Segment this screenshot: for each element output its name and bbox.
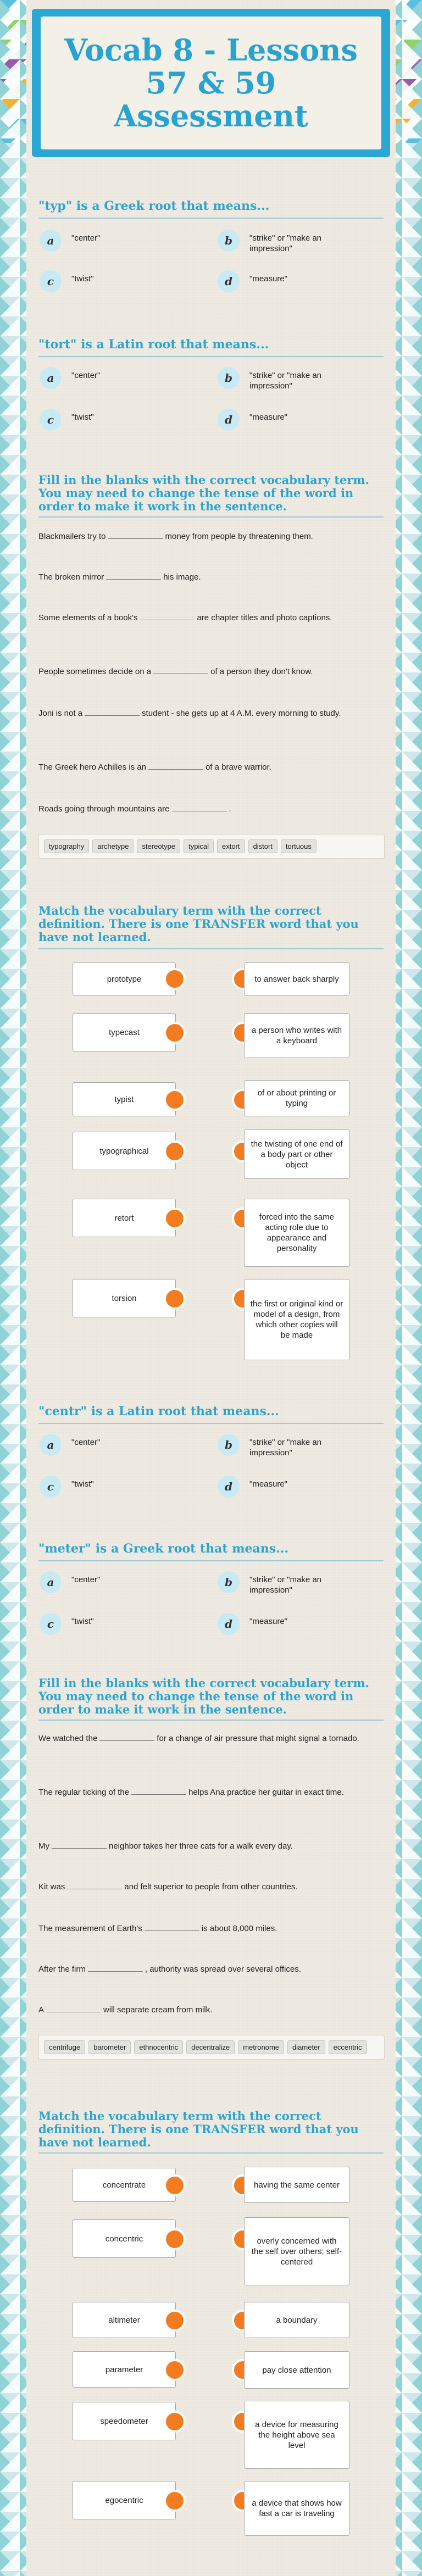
option-text: "measure" — [249, 274, 288, 283]
option-letter: c — [40, 270, 62, 292]
word-chip[interactable]: typical — [184, 839, 214, 853]
match-handle-left[interactable] — [164, 2490, 186, 2512]
word-chip[interactable]: stereotype — [137, 839, 180, 853]
word-chip[interactable]: ethnocentric — [134, 2040, 183, 2054]
sentence-end: are chapter titles and photo captions. — [197, 613, 332, 622]
divider — [38, 218, 384, 219]
match-definition[interactable]: a boundary — [244, 2302, 349, 2338]
fill-sentence — [38, 666, 379, 677]
page-title: Vocab 8 - Lessons 57 & 59 Assessment — [64, 32, 358, 133]
match-term[interactable]: torsion — [73, 1279, 176, 1317]
option-b[interactable] — [218, 367, 343, 391]
blank-input[interactable] — [153, 666, 208, 674]
option-letter: b — [218, 230, 240, 252]
option-a[interactable] — [40, 367, 165, 389]
option-text: "strike" or "make an impression" — [249, 371, 322, 391]
word-chip[interactable]: centrifuge — [44, 2040, 85, 2054]
match-handle-left[interactable] — [164, 1140, 186, 1162]
match-term[interactable]: concentrate — [73, 2168, 176, 2202]
blank-input[interactable] — [85, 708, 140, 716]
option-letter: a — [40, 230, 62, 252]
option-letter: a — [40, 1571, 62, 1593]
word-chip[interactable]: eccentric — [329, 2040, 367, 2054]
divider — [38, 1560, 384, 1561]
sentence-end: . — [229, 804, 231, 814]
option-text: "center" — [71, 371, 101, 380]
option-c[interactable] — [40, 1613, 165, 1635]
option-b[interactable] — [218, 1571, 343, 1595]
option-d[interactable] — [218, 270, 343, 292]
match-definition[interactable]: a device for measuring the height above sea level — [244, 2401, 349, 2469]
fill-sentence — [38, 1840, 379, 1852]
option-b[interactable] — [218, 230, 343, 254]
match-term[interactable]: retort — [73, 1199, 176, 1237]
fill-sentence — [38, 2004, 379, 2016]
blank-input[interactable] — [131, 1787, 186, 1795]
divider — [38, 948, 384, 949]
option-b[interactable] — [218, 1434, 343, 1458]
option-letter: b — [218, 1571, 240, 1593]
match-definition[interactable]: to answer back sharply — [244, 962, 349, 995]
option-letter: a — [40, 1434, 62, 1456]
question-title: "meter" is a Greek root that means... — [38, 1542, 289, 1556]
option-letter: d — [218, 409, 240, 431]
word-bank — [38, 2035, 385, 2060]
question-title: Fill in the blanks with the correct vocabulary term. You may need to change the tense of the word in order to make it work in the sentence. — [38, 473, 369, 513]
match-term[interactable]: typecast — [73, 1013, 176, 1051]
match-handle-left[interactable] — [164, 1208, 186, 1229]
fill-sentence — [38, 571, 379, 583]
match-handle-left[interactable] — [164, 968, 186, 990]
fill-sentence — [38, 1881, 379, 1893]
sentence-start: Some elements of a book's — [38, 613, 138, 622]
divider — [38, 2152, 384, 2154]
word-chip[interactable]: tortuous — [281, 839, 316, 853]
option-text: "center" — [71, 1438, 101, 1447]
fill-sentence — [38, 1787, 379, 1798]
fill-sentence — [38, 531, 379, 542]
option-a[interactable] — [40, 230, 165, 252]
option-letter: d — [218, 270, 240, 292]
option-text: "strike" or "make an impression" — [249, 233, 322, 253]
sentence-start: The broken mirror — [38, 572, 104, 582]
option-text: "twist" — [71, 274, 94, 283]
blank-input[interactable] — [145, 1923, 199, 1931]
question-title: "tort" is a Latin root that means... — [38, 337, 269, 352]
sentence-start: The measurement of Earth's — [38, 1924, 142, 1933]
match-term[interactable]: prototype — [73, 962, 176, 995]
option-text: "twist" — [71, 413, 94, 422]
blank-input[interactable] — [88, 1963, 143, 1972]
blank-input[interactable] — [52, 1840, 107, 1849]
word-chip[interactable]: diameter — [287, 2040, 325, 2054]
option-d[interactable] — [218, 1613, 343, 1635]
sentence-start: My — [38, 1841, 49, 1851]
match-handle-left[interactable] — [164, 2411, 186, 2433]
sentence-end: of a person they don't know. — [210, 667, 313, 676]
match-term[interactable]: concentric — [73, 2219, 176, 2258]
match-handle-left[interactable] — [164, 2359, 186, 2381]
match-term[interactable]: altimeter — [73, 2302, 176, 2338]
word-chip[interactable]: typography — [44, 839, 89, 853]
word-chip[interactable]: distort — [248, 839, 277, 853]
match-definition[interactable]: a person who writes with a keyboard — [244, 1013, 349, 1058]
sentence-start: The Greek hero Achilles is an — [38, 763, 146, 772]
option-c[interactable] — [40, 409, 165, 431]
blank-input[interactable] — [46, 2004, 101, 2012]
sentence-start: Blackmailers try to — [38, 532, 106, 541]
word-chip[interactable]: barometer — [88, 2040, 131, 2054]
match-definition[interactable]: having the same center — [244, 2167, 349, 2203]
word-chip[interactable]: extort — [217, 839, 245, 853]
blank-input[interactable] — [67, 1881, 122, 1889]
option-letter: d — [218, 1613, 240, 1635]
match-term[interactable]: typographical — [73, 1132, 176, 1170]
match-definition[interactable]: of or about printing or typing — [244, 1080, 349, 1116]
match-term[interactable]: speedometer — [73, 2402, 176, 2440]
blank-input[interactable] — [172, 803, 227, 811]
title-banner — [32, 9, 390, 157]
match-handle-left[interactable] — [164, 1089, 186, 1111]
question-title: Match the vocabulary term with the correct definition. There is one TRANSFER word that you have not learned. — [38, 2109, 359, 2149]
match-definition[interactable]: a device that shows how fast a car is traveling — [244, 2481, 349, 2536]
question-title: "typ" is a Greek root that means... — [38, 199, 270, 213]
match-definition[interactable]: pay close attention — [244, 2351, 349, 2389]
sentence-start: After the firm — [38, 1965, 86, 1974]
option-letter: c — [40, 1613, 62, 1635]
match-handle-left[interactable] — [164, 2174, 186, 2196]
sentence-end: , authority was spread over several offices. — [145, 1965, 301, 1974]
blank-input[interactable] — [148, 761, 203, 770]
blank-input[interactable] — [99, 1733, 154, 1741]
sentence-end: student - she gets up at 4 A.M. every morning to study. — [142, 709, 341, 718]
sentence-end: will separate cream from milk. — [103, 2005, 213, 2015]
option-text: "measure" — [249, 1617, 288, 1626]
divider — [38, 1423, 384, 1424]
fill-sentence — [38, 1733, 379, 1744]
option-text: "twist" — [71, 1617, 94, 1626]
option-text: "twist" — [71, 1479, 94, 1489]
match-definition[interactable]: overly concerned with the self over others; self-centered — [244, 2217, 349, 2285]
word-chip[interactable]: decentralize — [186, 2040, 235, 2054]
divider — [38, 516, 384, 518]
option-d[interactable] — [218, 1476, 343, 1498]
sentence-start: People sometimes decide on a — [38, 667, 152, 676]
word-chip[interactable]: metronome — [238, 2040, 284, 2054]
option-letter: b — [218, 1434, 240, 1456]
sentence-end: and felt superior to people from other countries. — [124, 1882, 298, 1891]
option-text: "measure" — [249, 413, 288, 422]
option-text: "strike" or "make an impression" — [249, 1438, 322, 1457]
divider — [38, 1720, 384, 1721]
match-definition[interactable]: forced into the same acting role due to appearance and personality — [244, 1199, 349, 1267]
option-text: "strike" or "make an impression" — [249, 1575, 322, 1595]
option-text: "measure" — [249, 1479, 288, 1489]
match-handle-left[interactable] — [164, 1022, 186, 1044]
fill-sentence — [38, 1963, 379, 1975]
sentence-start: Joni is not a — [38, 709, 83, 718]
option-c[interactable] — [40, 270, 165, 292]
match-definition[interactable]: the twisting of one end of a body part or other object — [244, 1130, 349, 1179]
match-definition[interactable]: the first or original kind or model of a design, from which other copies will be made — [244, 1279, 349, 1360]
question-title: Match the vocabulary term with the correct definition. There is one TRANSFER word that you have not learned. — [38, 904, 359, 944]
sentence-end: of a brave warrior. — [205, 763, 271, 772]
match-handle-left[interactable] — [164, 1288, 186, 1310]
option-c[interactable] — [40, 1476, 165, 1498]
fill-sentence — [38, 1923, 379, 1934]
match-handle-left[interactable] — [164, 2310, 186, 2332]
sentence-end: for a change of air pressure that might signal a tornado. — [157, 1734, 359, 1743]
fill-sentence — [38, 803, 379, 815]
option-text: "center" — [71, 233, 101, 243]
blank-input[interactable] — [106, 571, 161, 580]
fill-sentence — [38, 761, 379, 773]
option-a[interactable] — [40, 1571, 165, 1593]
option-letter: c — [40, 1476, 62, 1498]
fill-sentence — [38, 612, 379, 624]
sentence-start: Roads going through mountains are — [38, 804, 170, 814]
word-chip[interactable]: archetype — [92, 839, 134, 853]
question-title: Fill in the blanks with the correct vocabulary term. You may need to change the tense of the word in order to make it work in the sentence. — [38, 1676, 369, 1716]
option-letter: c — [40, 409, 62, 431]
sentence-start: We watched the — [38, 1734, 98, 1743]
sentence-start: The regular ticking of the — [38, 1788, 130, 1797]
option-d[interactable] — [218, 409, 343, 431]
match-term[interactable]: typist — [73, 1082, 176, 1116]
blank-input[interactable] — [108, 531, 163, 539]
fill-sentence — [38, 708, 379, 719]
blank-input[interactable] — [140, 612, 195, 620]
option-text: "center" — [71, 1575, 101, 1584]
question-title: "centr" is a Latin root that means... — [38, 1404, 279, 1418]
match-term[interactable]: parameter — [73, 2351, 176, 2388]
sentence-end: is about 8,000 miles. — [201, 1924, 277, 1933]
sentence-end: neighbor takes her three cats for a walk every day. — [109, 1841, 293, 1851]
option-letter: a — [40, 367, 62, 389]
option-letter: d — [218, 1476, 240, 1498]
option-letter: b — [218, 367, 240, 389]
option-a[interactable] — [40, 1434, 165, 1456]
sentence-end: helps Ana practice her guitar in exact time. — [188, 1788, 344, 1797]
sentence-end: money from people by threatening them. — [165, 532, 313, 541]
match-term[interactable]: egocentric — [73, 2481, 176, 2519]
sentence-start: Kit was — [38, 1882, 65, 1891]
word-bank — [38, 834, 385, 859]
divider — [38, 356, 384, 357]
sentence-end: his image. — [163, 572, 201, 582]
sentence-start: A — [38, 2005, 45, 2015]
match-handle-left[interactable] — [164, 2228, 186, 2250]
title-inner — [41, 16, 381, 149]
